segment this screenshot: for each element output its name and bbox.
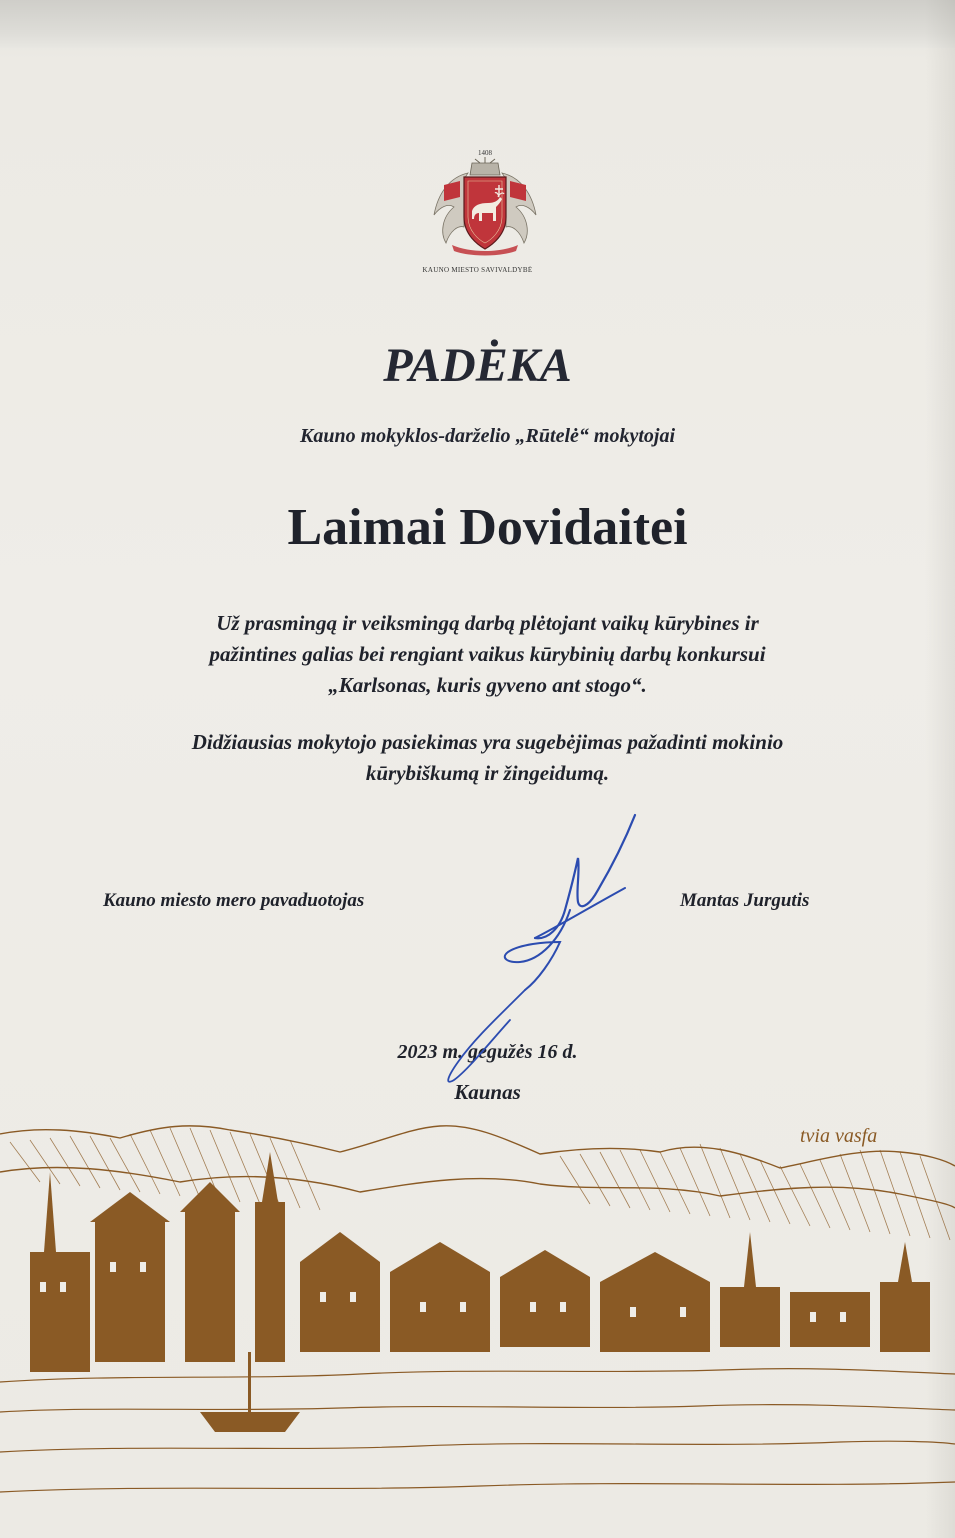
signatory-role: Kauno miesto mero pavaduotojas [103,890,365,911]
handwritten-signature-icon [420,810,650,1090]
reason-line: Už prasmingą ir veiksmingą darbą plėtojant vaikų kūrybines ir [216,611,759,635]
recipient-description: Kauno mokyklos-darželio „Rūtelė“ mokytojai [299,425,675,447]
signatory-name: Mantas Jurgutis [680,890,810,911]
crest-caption: KAUNO MIESTO SAVIVALDYBĖ [422,266,533,274]
quote-line: Didžiausias mokytojo pasiekimas yra sugebėjimas pažadinti mokinio [191,730,784,754]
panorama-engraving [0,1112,955,1538]
reason-paragraph [100,608,875,701]
reason-line: „Karlsonas, kuris gyveno ant stogo“. [328,673,647,697]
issue-date: 2023 m. gegužės 16 d. [397,1041,578,1063]
svg-text:1408: 1408 [478,149,492,157]
quote-line: kūrybiškumą ir žingeidumą. [365,761,610,785]
page-title: PADĖKA [383,339,572,392]
quote-paragraph [100,727,875,789]
issue-place: Kaunas [454,1080,521,1104]
svg-text:tvia vasfa: tvia vasfa [800,1125,878,1147]
reason-line: pažintines galias bei rengiant vaikus kūrybinių darbų konkursui [209,642,766,666]
recipient-name: Laimai Dovidaitei [287,499,688,556]
coat-of-arms-icon [420,145,550,265]
paper-fold-shadow [0,0,955,48]
